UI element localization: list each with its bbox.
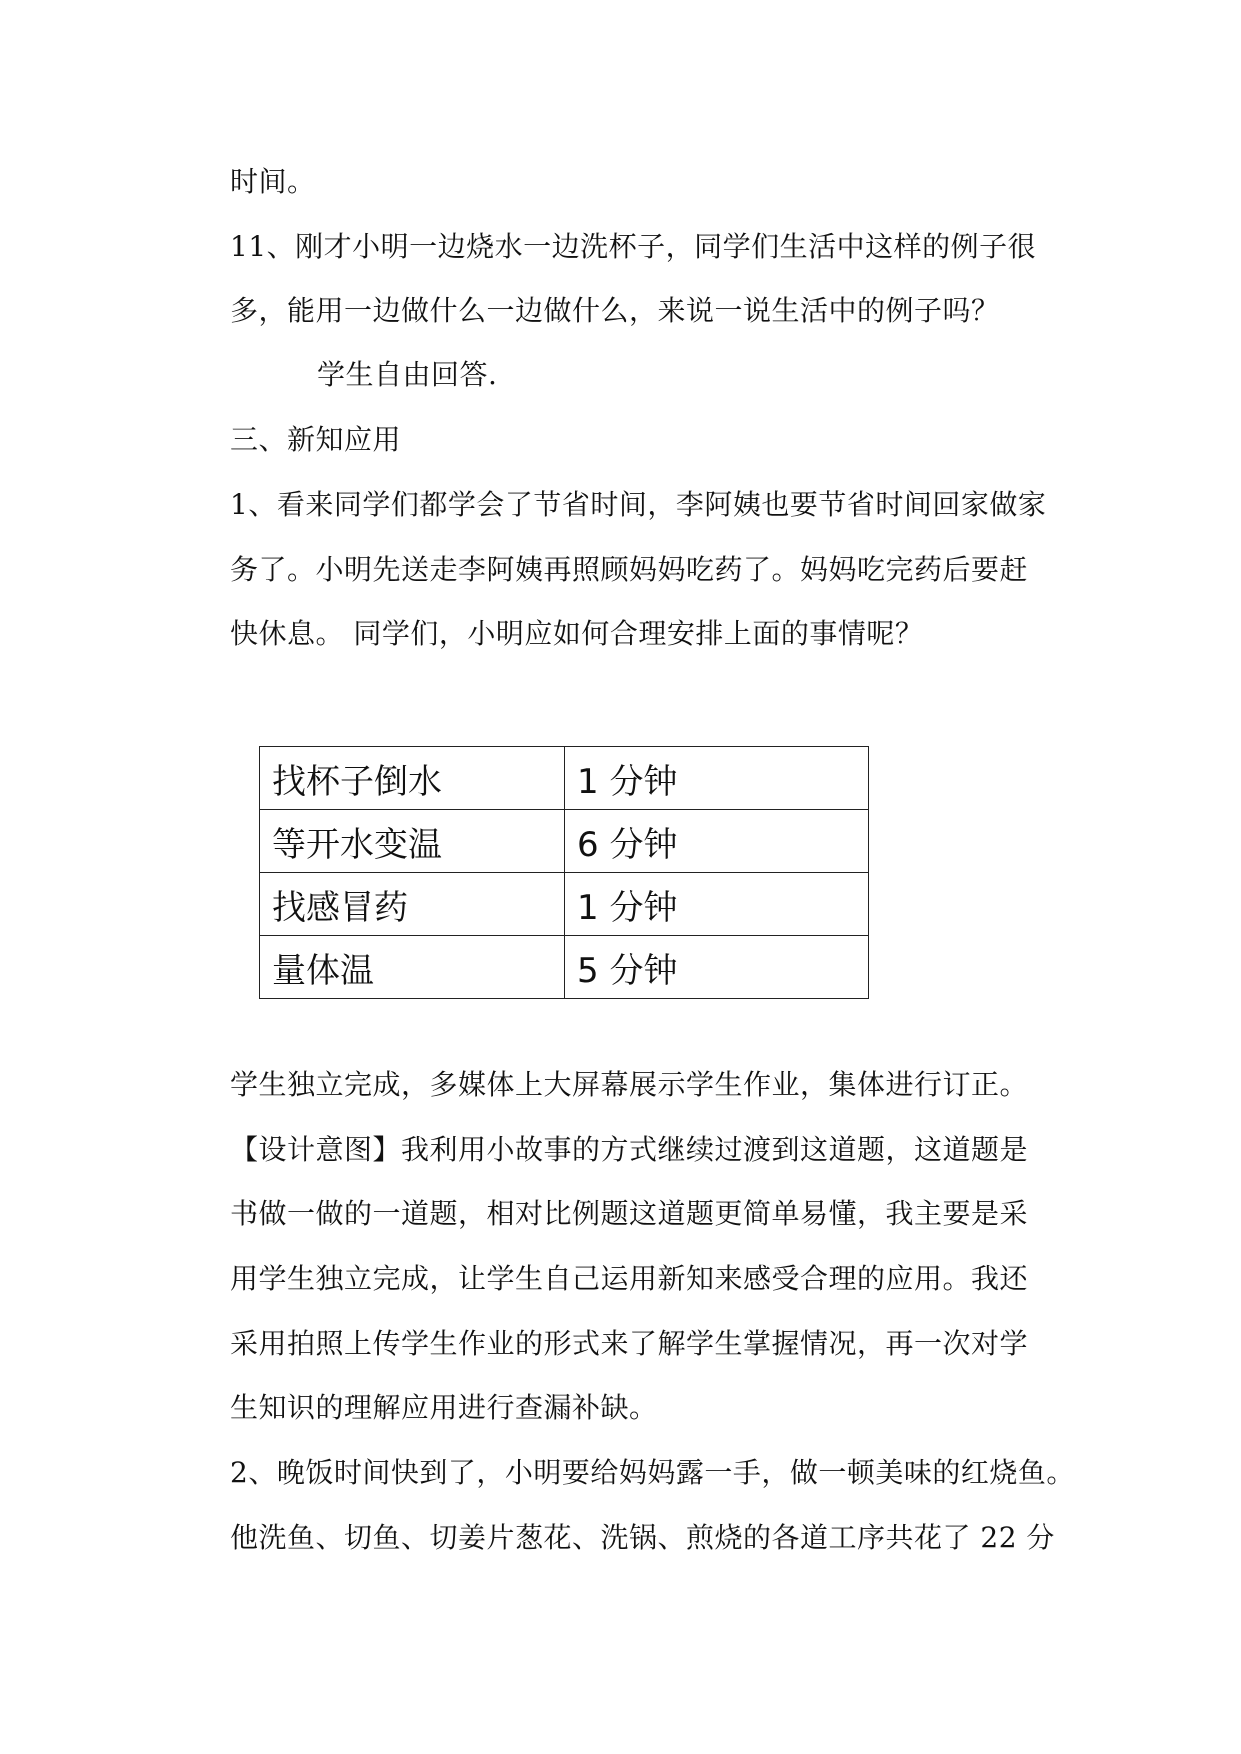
text-line-after-8: 他洗鱼、切鱼、切姜片葱花、洗锅、煎烧的各道工序共花了 22 分 <box>230 1521 1055 1554</box>
task-cell: 找杯子倒水 <box>260 747 565 810</box>
design-intent-line-5: 生知识的理解应用进行查漏补缺。 <box>230 1391 658 1424</box>
design-intent-line-4: 采用拍照上传学生作业的形式来了解学生掌握情况，再一次对学 <box>230 1327 1029 1360</box>
section-heading: 三、新知应用 <box>230 423 402 456</box>
text-line-6: 1、看来同学们都学会了节省时间，李阿姨也要节省时间回家做家 <box>230 488 1047 521</box>
design-intent-line-1: 【设计意图】我利用小故事的方式继续过渡到这道题，这道题是 <box>230 1133 1029 1166</box>
text-line-8: 快休息。 同学们，小明应如何合理安排上面的事情呢？ <box>230 617 924 650</box>
time-cell: 5 分钟 <box>565 936 869 999</box>
student-answer-line: 学生自由回答. <box>317 358 498 391</box>
table-row <box>260 873 869 936</box>
text-line-3: 多，能用一边做什么一边做什么，来说一说生活中的例子吗？ <box>230 294 1000 327</box>
text-line-7: 务了。小明先送走李阿姨再照顾妈妈吃药了。妈妈吃完药后要赶 <box>230 553 1029 586</box>
task-time-table <box>259 746 869 999</box>
design-intent-line-3: 用学生独立完成，让学生自己运用新知来感受合理的应用。我还 <box>230 1262 1029 1295</box>
text-line-after-1: 学生独立完成，多媒体上大屏幕展示学生作业，集体进行订正。 <box>230 1068 1029 1101</box>
table-row <box>260 810 869 873</box>
task-cell: 量体温 <box>260 936 565 999</box>
text-line-2: 11、刚才小明一边烧水一边洗杯子，同学们生活中这样的例子很 <box>230 230 1037 263</box>
text-line-after-7: 2、晚饭时间快到了，小明要给妈妈露一手，做一顿美味的红烧鱼。 <box>230 1456 1075 1489</box>
table-row <box>260 936 869 999</box>
task-cell: 等开水变温 <box>260 810 565 873</box>
time-cell: 1 分钟 <box>565 873 869 936</box>
text-line-1: 时间。 <box>230 165 316 198</box>
task-cell: 找感冒药 <box>260 873 565 936</box>
time-cell: 6 分钟 <box>565 810 869 873</box>
time-cell: 1 分钟 <box>565 747 869 810</box>
design-intent-line-2: 书做一做的一道题，相对比例题这道题更简单易懂，我主要是采 <box>230 1197 1029 1230</box>
table-row <box>260 747 869 810</box>
